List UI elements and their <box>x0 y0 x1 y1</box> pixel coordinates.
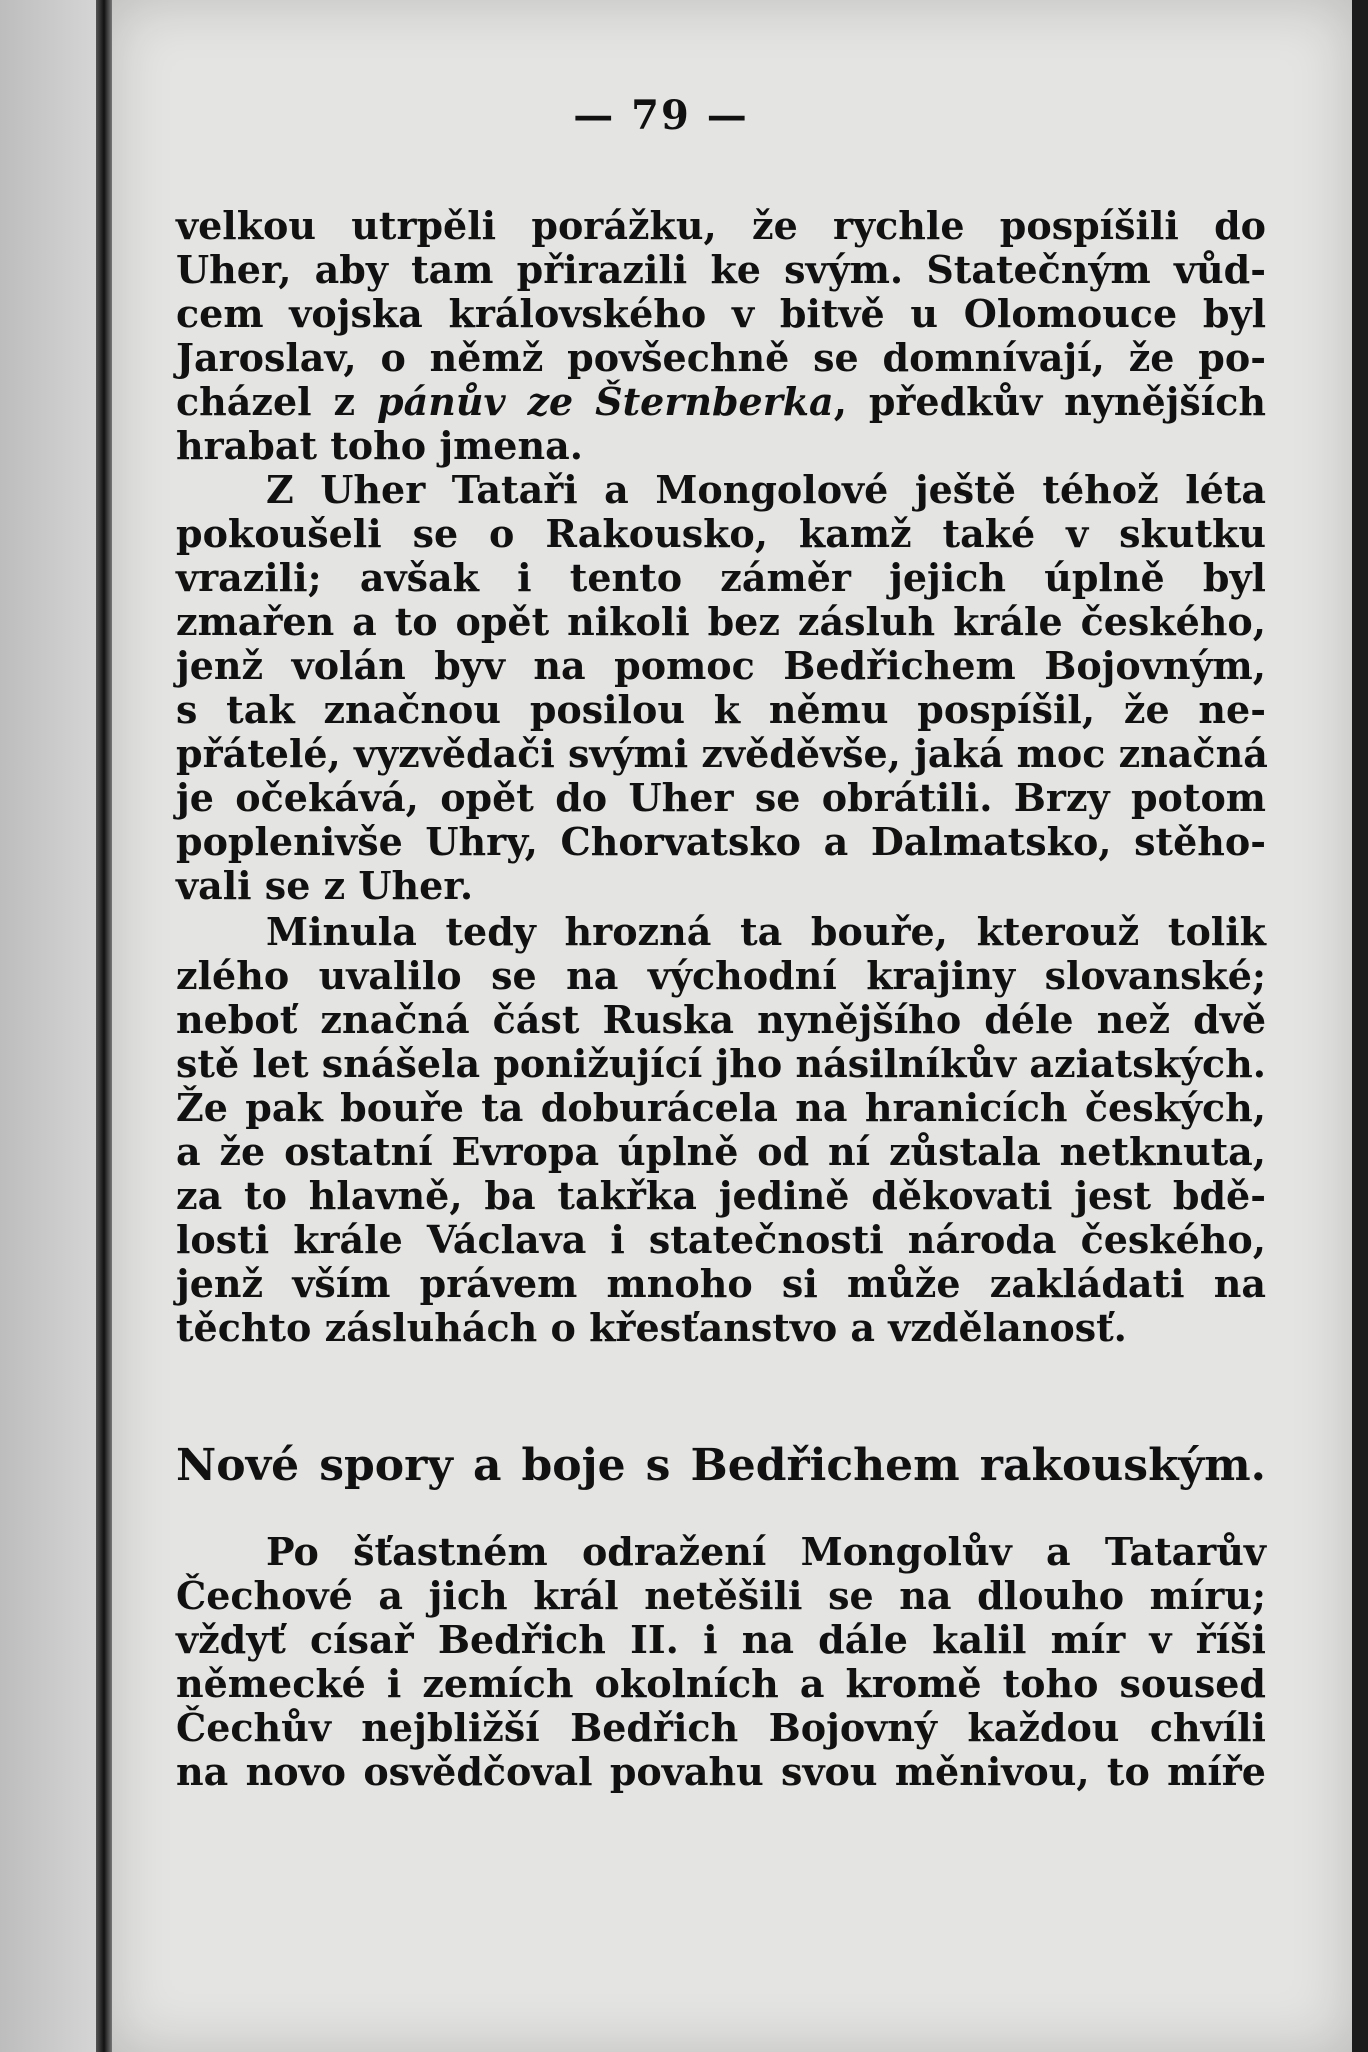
paragraph-2-line-4: zmařen a to opět nikoli bez zásluh krále českého, <box>176 599 1266 644</box>
paragraph-3-line-6: a že ostatní Evropa úplně od ní zůstala netknuta, <box>176 1129 1266 1174</box>
paragraph-2-line-1: Z Uher Tataři a Mongolové ještě téhož léta <box>266 467 1266 512</box>
paragraph-1-line-4: Jaroslav, o němž povšechně se domnívají, že po- <box>176 335 1266 380</box>
paragraph-1-line-2: Uher, aby tam přirazili ke svým. Statečným vůd- <box>176 247 1266 292</box>
paragraph-3-line-5: Že pak bouře ta doburácela na hranicích českých, <box>176 1085 1266 1130</box>
section-heading: Nové spory a boje s Bedřichem rakouským. <box>176 1440 1266 1491</box>
paragraph-1-line-5-before: cházel z <box>176 379 378 424</box>
book-page <box>112 0 1352 2052</box>
paragraph-3-line-4: stě let snášela ponižující jho násilníkův aziatských. <box>176 1041 1266 1086</box>
paragraph-2-line-2: pokoušeli se o Rakousko, kamž také v skutku <box>176 511 1266 556</box>
paragraph-3-line-1: Minula tedy hrozná ta bouře, kterouž tolik <box>266 909 1266 954</box>
section-paragraph-line-6: na novo osvědčoval povahu svou měnivou, to míře <box>176 1749 1266 1794</box>
section-paragraph-line-1: Po šťastném odražení Mongolův a Tatarův <box>266 1529 1266 1574</box>
paragraph-2-line-3: vrazili; avšak i tento záměr jejich úplně byl <box>176 555 1266 600</box>
paragraph-2-line-8: je očekává, opět do Uher se obrátili. Brzy potom <box>176 775 1266 820</box>
paragraph-1-line-5 <box>176 380 1266 424</box>
paragraph-3-line-3: neboť značná část Ruska nynějšího déle než dvě <box>176 997 1266 1042</box>
paragraph-1-line-5-after: , předkův nynějších <box>833 379 1266 424</box>
paragraph-1-line-6: hrabat toho jmena. <box>176 423 583 468</box>
paragraph-3-line-2: zlého uvalilo se na východní krajiny slovanské; <box>176 953 1266 998</box>
italic-family-name: pánův ze Šternberka <box>377 379 834 424</box>
paragraph-3-line-8: losti krále Václava i statečnosti národa českého, <box>176 1217 1266 1262</box>
section-paragraph-line-4: německé i zemích okolních a kromě toho soused <box>176 1661 1266 1706</box>
paragraph-2-line-7: přátelé, vyzvědači svými zvěděvše, jaká moc značná <box>176 731 1268 776</box>
paragraph-2-line-6: s tak značnou posilou k němu pospíšil, že ne- <box>176 687 1266 732</box>
book-gutter <box>96 0 112 2052</box>
paragraph-1-line-3: cem vojska královského v bitvě u Olomouce byl <box>176 291 1266 336</box>
paragraph-2-line-10: vali se z Uher. <box>176 863 474 908</box>
section-paragraph-line-5: Čechův nejbližší Bedřich Bojovný každou chvíli <box>176 1705 1266 1750</box>
page-number: — 79 — <box>573 92 749 139</box>
paragraph-2-line-9: poplenivše Uhry, Chorvatsko a Dalmatsko, stěho- <box>176 819 1266 864</box>
section-paragraph-line-3: vždyť císař Bedřich II. i na dále kalil mír v říši <box>176 1617 1266 1662</box>
paragraph-3-line-7: za to hlavně, ba takřka jedině děkovati jest bdě- <box>176 1173 1266 1218</box>
section-paragraph-line-2: Čechové a jich král netěšili se na dlouho míru; <box>176 1573 1266 1618</box>
paragraph-3-line-10: těchto zásluhách o křesťanstvo a vzdělanosť. <box>176 1305 1127 1350</box>
paragraph-2-line-5: jenž volán byv na pomoc Bedřichem Bojovným, <box>176 643 1266 688</box>
paragraph-3-line-9: jenž vším právem mnoho si může zakládati na <box>176 1261 1266 1306</box>
paragraph-1-line-1: velkou utrpěli porážku, že rychle pospíšili do <box>176 203 1266 248</box>
previous-page-edge <box>0 0 108 2052</box>
